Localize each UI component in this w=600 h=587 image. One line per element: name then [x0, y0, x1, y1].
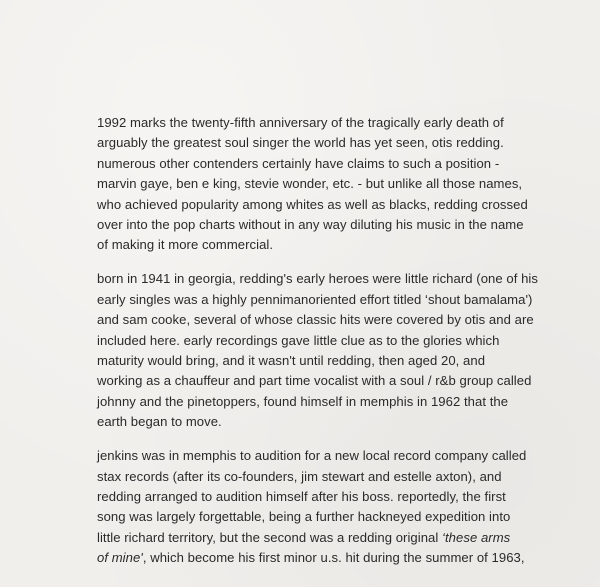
- text-line: jenkins was in memphis to audition for a new local record company called: [97, 448, 527, 464]
- text-fragment: , which become his first minor u.s. hit during the summer of 1963,: [142, 550, 525, 566]
- text-line: marvin gaye, ben e king, stevie wonder, etc. - but unlike all those names,: [97, 176, 523, 192]
- text-line: 1992 marks the twenty-fifth anniversary of the tragically early death of: [97, 115, 504, 130]
- text-line: song was largely forgettable, being a further hackneyed expedition into: [97, 509, 511, 525]
- text-line: born in 1941 in georgia, redding's early heroes were little richard (one of his: [97, 271, 538, 287]
- text-line: working as a chauffeur and part time vocalist with a soul / r&b group called: [97, 373, 532, 389]
- text-fragment: little richard territory, but the second was a redding original: [97, 529, 443, 545]
- text-line: included here. early recordings gave little clue as to the glories which: [97, 332, 500, 348]
- text-line: who achieved popularity among whites as well as blacks, redding crossed: [97, 196, 528, 212]
- paragraph-2: [97, 269, 557, 432]
- paragraph-1: [97, 113, 557, 256]
- text-line: and sam cooke, several of whose classic hits were covered by otis and are: [97, 312, 534, 328]
- text-line: redding arranged to audition himself after his boss. reportedly, the first: [97, 488, 506, 504]
- paragraph-3: [97, 446, 557, 568]
- text-line: over into the pop charts without in any way diluting his music in the name: [97, 217, 524, 233]
- song-title-fragment: ‘these arms: [442, 529, 511, 545]
- text-line: earth began to move.: [97, 414, 222, 430]
- text-line: early singles was a highly pennimanoriented effort titled ‘shout bamalama'): [97, 291, 533, 307]
- text-line: of making it more commercial.: [97, 237, 274, 253]
- song-title-fragment: of mine': [97, 550, 143, 566]
- text-line: [97, 548, 557, 568]
- text-line: arguably the greatest soul singer the world has yet seen, otis redding.: [97, 135, 504, 151]
- text-line: maturity would bring, and it wasn't until redding, then aged 20, and: [97, 352, 486, 368]
- liner-notes-text: [97, 113, 557, 582]
- text-line: [97, 528, 557, 548]
- text-line: stax records (after its co-founders, jim stewart and estelle axton), and: [97, 468, 502, 484]
- text-line: johnny and the pinetoppers, found himself in memphis in 1962 that the: [97, 393, 509, 409]
- text-line: numerous other contenders certainly have claims to such a position -: [97, 155, 500, 171]
